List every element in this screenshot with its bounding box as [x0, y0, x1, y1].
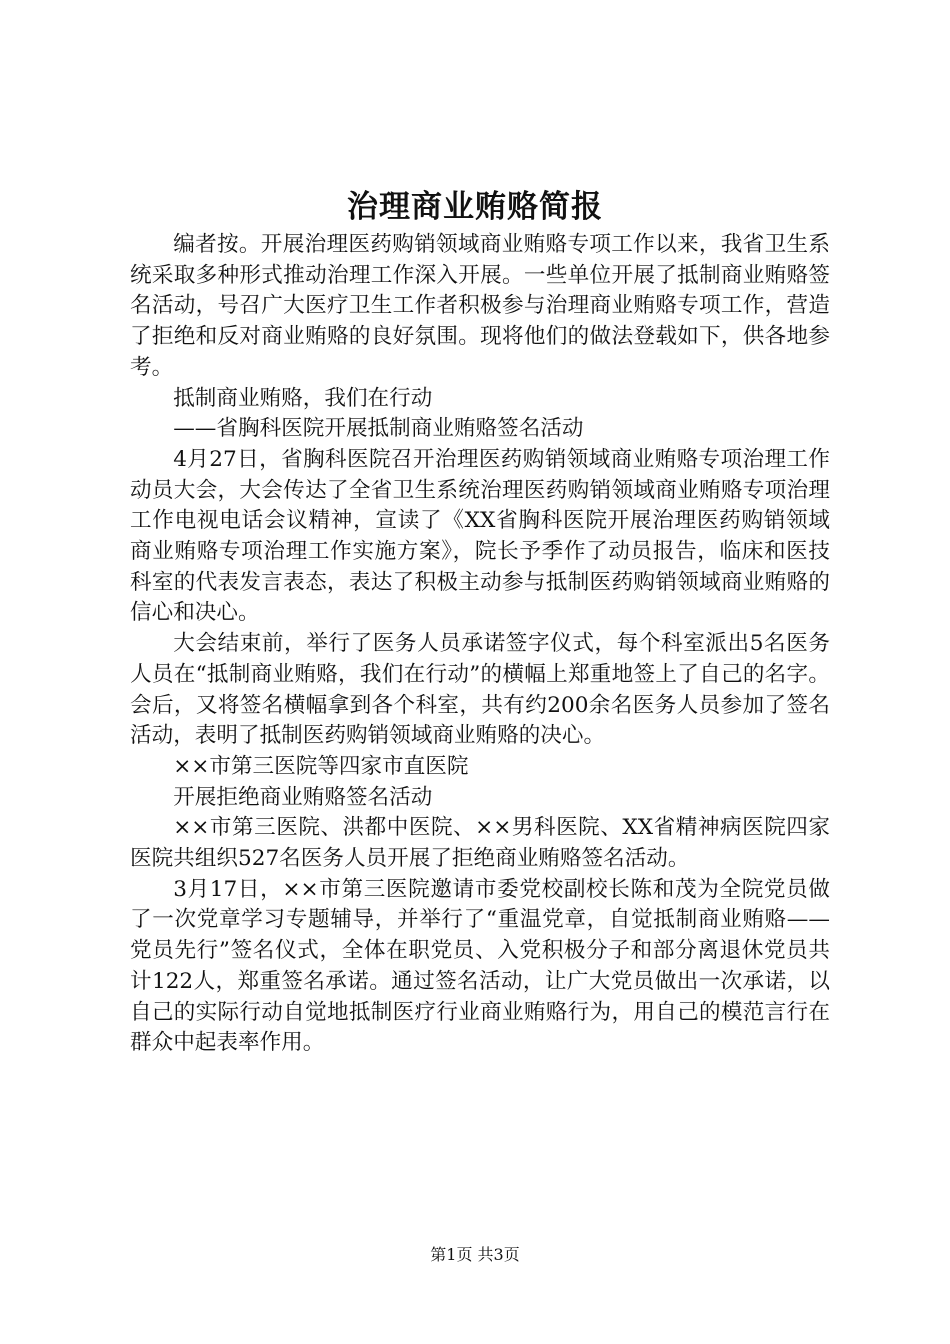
section-subheading: 开展拒绝商业贿赂签名活动: [173, 784, 433, 810]
editor-note-paragraph: 编者按。开展治理医药购销领域商业贿赂专项工作以来，我省卫生系统采取多种形式推动治理工作深入开展。一些单位开展了抵制商业贿赂签名活动，号召广大医疗卫生工作者积极参与治理商业贿赂专项工作，营造了拒绝和反对商业贿赂的良好氛围。现将他们的做法登载如下，供各地参考。: [130, 232, 830, 380]
document-body: [130, 230, 830, 1059]
section-heading: 抵制商业贿赂，我们在行动: [173, 385, 433, 411]
body-paragraph: ××市第三医院、洪都中医院、××男科医院、XX省精神病医院四家医院共组织527名医务人员开展了拒绝商业贿赂签名活动。: [130, 815, 830, 872]
document-title: 治理商业贿赂简报: [347, 189, 603, 225]
page-footer: 第1页 共3页: [430, 1245, 520, 1264]
body-paragraph: 3月17日，××市第三医院邀请市委党校副校长陈和茂为全院党员做了一次党章学习专题辅导，并举行了“重温党章，自觉抵制商业贿赂——党员先行”签名仪式，全体在职党员、入党积极分子和部分离退休党员共计122人，郑重签名承诺。通过签名活动，让广大党员做出一次承诺，以自己的实际行动自觉地抵制医疗行业商业贿赂行为，用自己的模范言行在群众中起表率作用。: [130, 876, 830, 1056]
body-paragraph: 4月27日，省胸科医院召开治理医药购销领域商业贿赂专项治理工作动员大会，大会传达了全省卫生系统治理医药购销领域商业贿赂专项治理工作电视电话会议精神，宣读了《XX省胸科医院开展治理医药购销领域商业贿赂专项治理工作实施方案》，院长予季作了动员报告，临床和医技科室的代表发言表态，表达了积极主动参与抵制医药购销领域商业贿赂的信心和决心。: [130, 446, 830, 626]
section-heading: ××市第三医院等四家市直医院: [173, 753, 469, 779]
section-subheading: ——省胸科医院开展抵制商业贿赂签名活动: [173, 416, 584, 442]
body-paragraph: 大会结束前，举行了医务人员承诺签字仪式，每个科室派出5名医务人员在“抵制商业贿赂，我们在行动”的横幅上郑重地签上了自己的名字。会后，又将签名横幅拿到各个科室，共有约200余名医务人员参加了签名活动，表明了抵制医药购销领域商业贿赂的决心。: [130, 631, 830, 749]
